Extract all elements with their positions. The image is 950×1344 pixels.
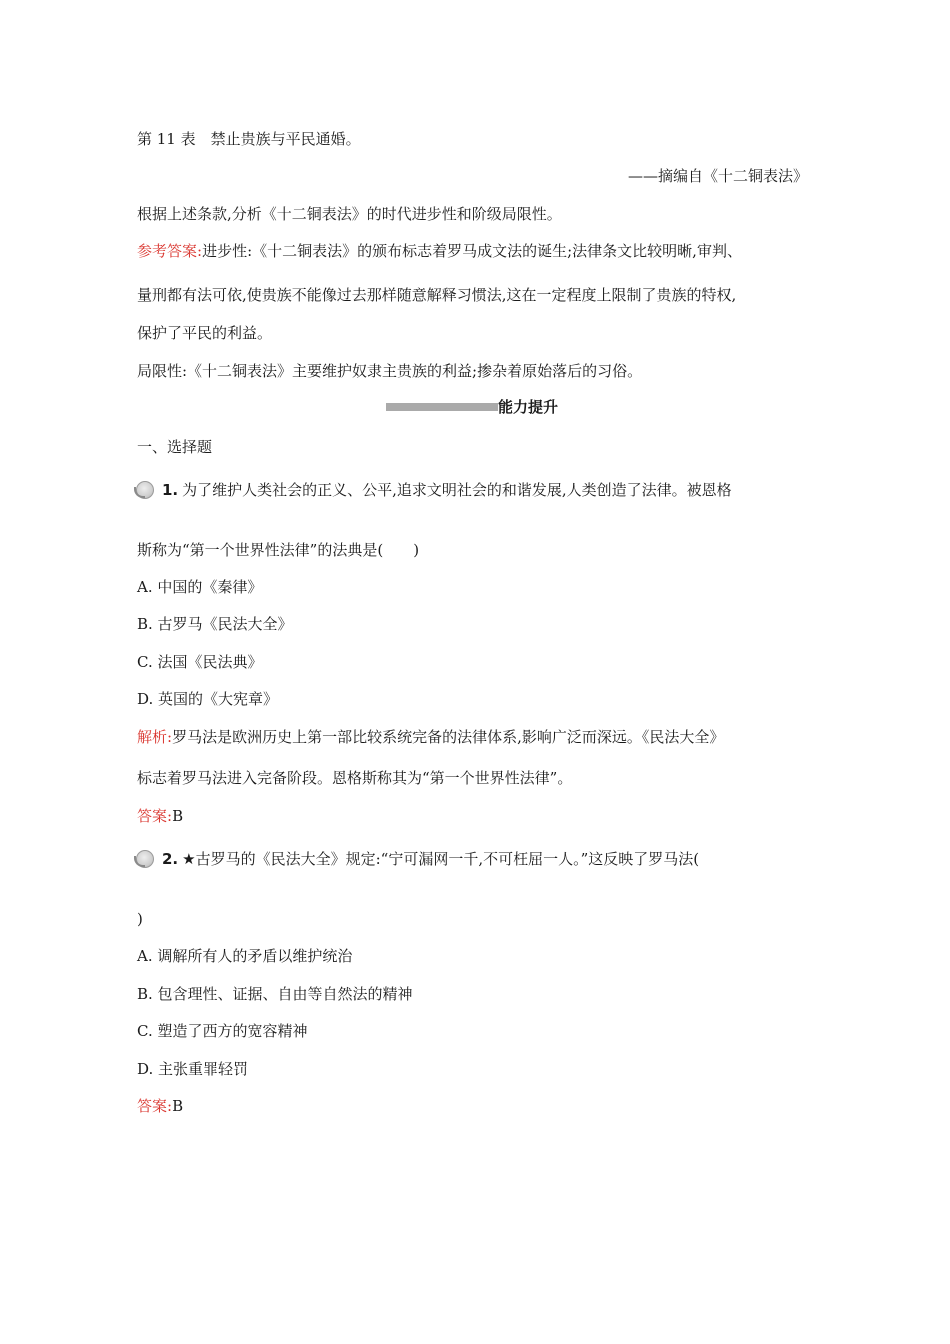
question-2-answer: [137, 1096, 183, 1116]
answer-label: 答案:: [137, 807, 173, 825]
table-11-text: 第 11 表 禁止贵族与平民通婚。: [137, 130, 361, 148]
question-2-line-2: ): [137, 910, 143, 928]
analysis-text: 罗马法是欧洲历史上第一部比较系统完备的法律体系,影响广泛而深远。《民法大全》: [172, 728, 725, 746]
question-1-option-d: D. 英国的《大宪章》: [137, 690, 279, 708]
question-1-option-b: B. 古罗马《民法大全》: [137, 615, 293, 633]
question-1-number: 1.: [162, 481, 179, 499]
question-2-option-a: A. 调解所有人的矛盾以维护统治: [137, 947, 353, 965]
question-1-answer: [137, 806, 183, 826]
answer-value: B: [172, 1097, 184, 1115]
question-1-option-c: C. 法国《民法典》: [137, 653, 263, 671]
part-heading: 一、选择题: [137, 438, 213, 456]
answer-label: 答案:: [137, 1097, 173, 1115]
question-2-option-d: D. 主张重罪轻罚: [137, 1060, 249, 1078]
source-citation: ——摘编自《十二铜表法》: [627, 167, 808, 185]
intro-question: 根据上述条款,分析《十二铜表法》的时代进步性和阶级局限性。: [137, 205, 562, 223]
question-2-line-1: [134, 849, 699, 869]
reference-answer-text: 进步性:《十二铜表法》的颁布标志着罗马成文法的诞生;法律条文比较明晰,审判、: [202, 242, 742, 260]
question-marker-icon: [134, 850, 156, 868]
star-icon: ★: [182, 850, 196, 868]
reference-answer-line-3: 保护了平民的利益。: [137, 324, 273, 342]
question-marker-icon: [134, 481, 156, 499]
reference-answer-label: 参考答案:: [137, 242, 203, 260]
question-1-line-1: [134, 480, 732, 500]
question-2-stem: 古罗马的《民法大全》规定:“宁可漏网一千,不可枉屈一人。”这反映了罗马法(: [195, 850, 700, 868]
question-2-option-c: C. 塑造了西方的宽容精神: [137, 1022, 308, 1040]
question-1-option-a: A. 中国的《秦律》: [137, 578, 263, 596]
question-1-analysis-line-2: 标志着罗马法进入完备阶段。恩格斯称其为“第一个世界性法律”。: [137, 769, 573, 787]
reference-answer-line-2: 量刑都有法可依,使贵族不能像过去那样随意解释习惯法,这在一定程度上限制了贵族的特权,: [137, 286, 737, 304]
question-1-stem: 为了维护人类社会的正义、公平,追求文明社会的和谐发展,人类创造了法律。被恩格: [182, 481, 732, 499]
reference-answer-line-1: [137, 241, 742, 261]
analysis-label: 解析:: [137, 728, 173, 746]
limitation-text: 局限性:《十二铜表法》主要维护奴隶主贵族的利益;掺杂着原始落后的习俗。: [137, 362, 643, 380]
question-2-option-b: B. 包含理性、证据、自由等自然法的精神: [137, 985, 413, 1003]
question-1-analysis-line-1: [137, 727, 724, 747]
question-2-number: 2.: [162, 850, 179, 868]
question-1-line-2: 斯称为“第一个世界性法律”的法典是( ): [137, 541, 420, 559]
answer-value: B: [172, 807, 184, 825]
section-header: [386, 397, 558, 417]
section-title: 能力提升: [498, 398, 559, 416]
section-bar-decoration: [386, 403, 498, 411]
